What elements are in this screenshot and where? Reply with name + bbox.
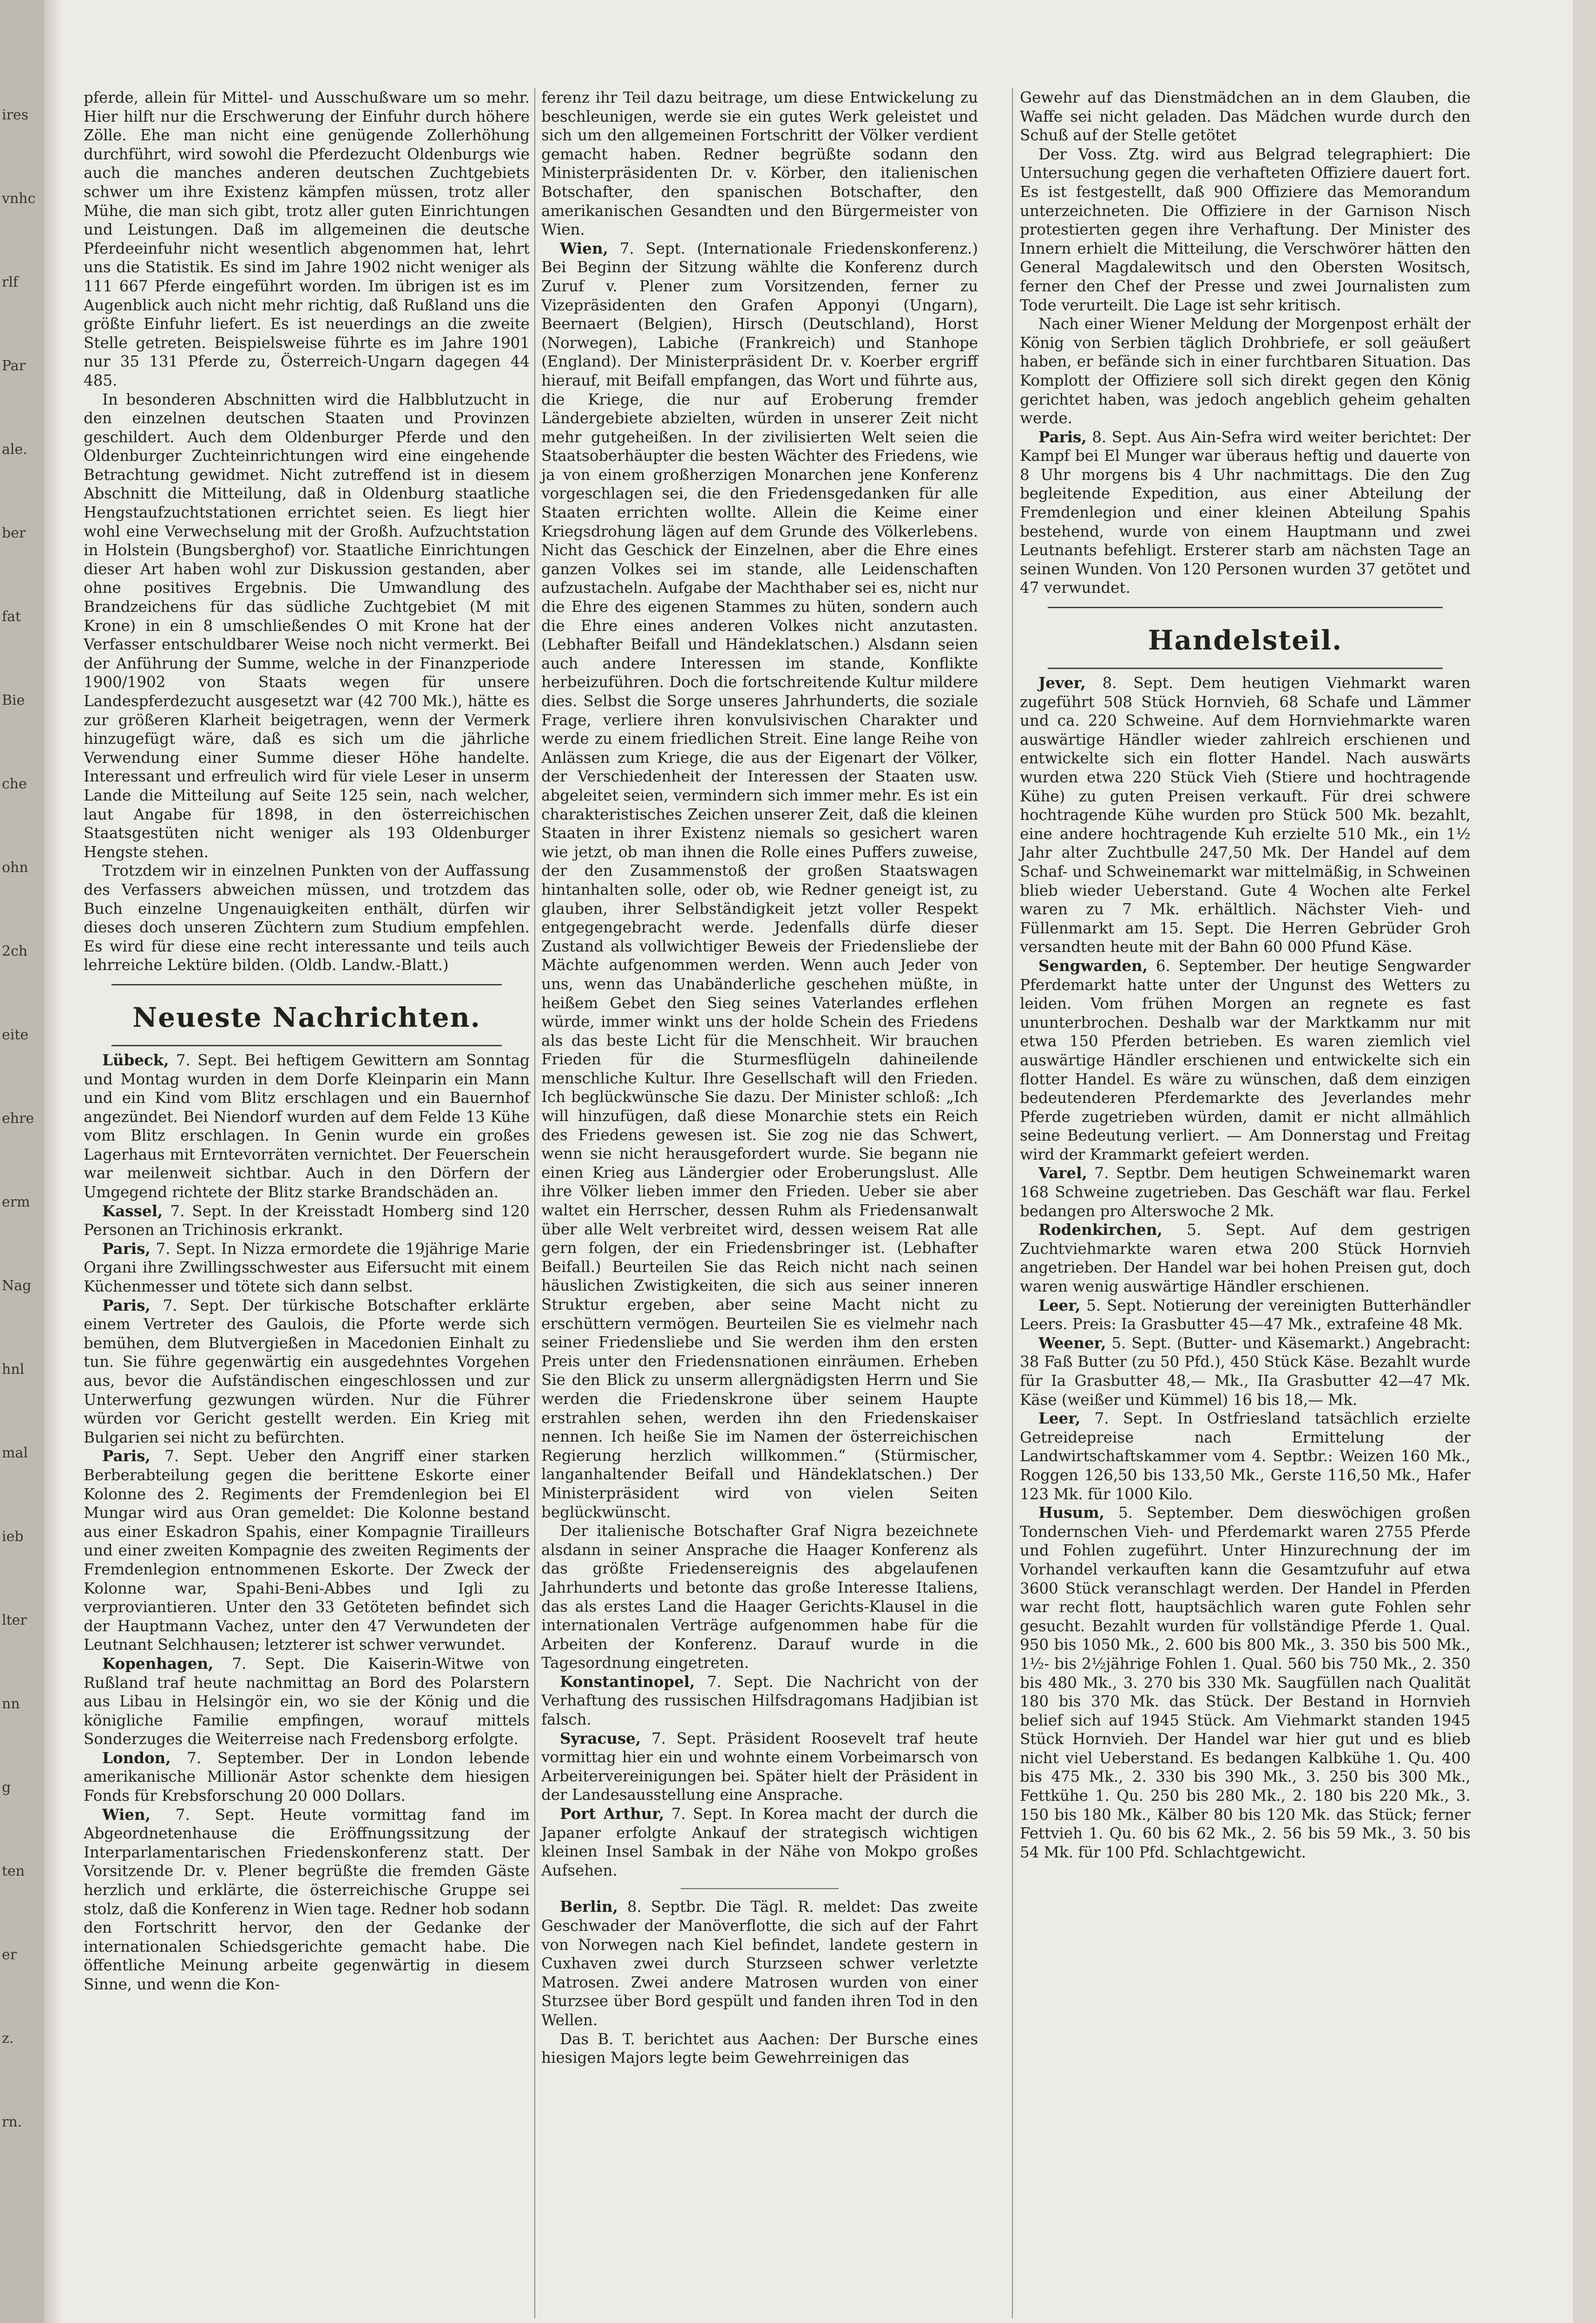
news-text: 5. Sept. Notierung der vereinigten Butterhändler Leers. Preis: Ia Grasbutter 45—47 Mk., extrafeine 48 Mk.: [1020, 1296, 1471, 1333]
adjacent-page-fragment: eite: [2, 1027, 29, 1043]
news-text: 8. Sept. Aus Ain-Sefra wird weiter berichtet: Der Kampf bei El Munger war überaus heftig und dauerte von 8 Uhr morgens bis 4 Uhr nachmittags. Die den Zug begleitende Expedition, aus einer Abteilung der Fremdenlegion und einer kleinen Abteilung Spahis bestehend, wurde von einem Hauptmann und zwei Leutnants befehligt. Ersterer starb am nächsten Tage an seinen Wunden. Von 120 Personen wurden 37 getötet und 47 verwundet.: [1020, 428, 1471, 597]
dateline: Sengwarden,: [1038, 956, 1148, 975]
news-text: 7. Sept. Der türkische Botschafter erklärte einem Vertreter des Gaulois, die Pforte werde sich bemühen, dem Blutvergießen in Macedonien Einhalt zu tun. Sie führe gegenwärtig ein ausgedehntes Vorgehen aus, bevor die Aufständischen eingeschlossen und zur Unterwerfung gezwungen würden. Nur die Führer würden vor Gericht gestellt werden. Ein Krieg mit Bulgarien sei nicht zu befürchten.: [84, 1296, 530, 1446]
column-1: [84, 88, 530, 1994]
news-text: 7. Sept. Die Nachricht von der Verhaftung des russischen Hilfsdragomans Hadjibian ist falsch.: [541, 1673, 978, 1729]
dateline: London,: [102, 1748, 171, 1767]
dateline: Paris,: [102, 1239, 151, 1258]
news-text: 5. September. Dem dieswöchigen großen Tondernschen Vieh- und Pferdemarkt waren 2755 Pferde und Fohlen zugeführt. Unter Hinzurechnung der im Vorhandel verkauften kann die Gesamtzufuhr auf etwa 3600 Stück veranschlagt werden. Der Handel in Pferden war recht flott, hauptsächlich waren gute Fohlen sehr gesucht. Bezahlt wurden für vollständige Pferde 1. Qual. 950 bis 1050 Mk., 2. 600 bis 800 Mk., 3. 350 bis 500 Mk., 1½- bis 2½jährige Fohlen 1. Qual. 560 bis 750 Mk., 2. 350 bis 480 Mk., 3. 270 bis 330 Mk. Saugfüllen nach Qualität 180 bis 370 Mk. das Stück. Der Bestand in Hornvieh belief sich auf 1945 Stück. Am Viehmarkt standen 1945 Stück Hornvieh. Der Handel war hier gut und es blieb nicht viel Ueberstand. Es bedangen Kalbkühe 1. Qu. 400 bis 475 Mk., 2. 330 bis 390 Mk., 3. 250 bis 300 Mk., Fettkühe 1. Qu. 250 bis 280 Mk., 2. 180 bis 220 Mk., 3. 150 bis 180 Mk., Kälber 80 bis 120 Mk. das Stück; ferner Fettvieh 1. Qu. 60 bis 62 Mk., 2. 56 bis 59 Mk., 3. 50 bis 54 Mk. für 100 Pfd. Schlachtgewicht.: [1020, 1504, 1471, 1861]
news-item: [1020, 1409, 1471, 1503]
adjacent-page-fragment: z.: [2, 2030, 14, 2047]
section-heading: Handelsteil.: [1148, 624, 1343, 656]
news-text: 7. Sept. Bei heftigem Gewittern am Sonntag und Montag wurden in dem Dorfe Kleinparin ein Mann und ein Kind vom Blitz erschlagen und ein Bauernhof angezündet. Bei Niendorf wurden auf dem Felde 13 Kühe vom Blitz erschlagen. In Genin wurde ein großes Lagerhaus mit Erntevorräten vernichtet. Der Feuerschein war meilenweit sichtbar. Auch in den Dörfern der Umgegend richtete der Blitz starke Brandschäden an.: [84, 1051, 530, 1201]
adjacent-page-fragment: Nag: [2, 1278, 32, 1294]
news-item: [1020, 1164, 1471, 1221]
article-paragraph: ferenz ihr Teil dazu beitrage, um diese Entwickelung zu beschleunigen, werde sie ein gutes Werk geleistet und sich um den allgemeinen Fortschritt der Völker verdient gemacht haben. Redner begrüßte sodann den Ministerpräsidenten Dr. v. Körber, den italienischen Botschafter, den spanischen Botschafter, den amerikanischen Gesandten und den Bürgermeister von Wien.: [541, 89, 978, 239]
news-item: [541, 1522, 978, 1673]
news-item: [1020, 957, 1471, 1164]
column-rule: [534, 88, 535, 2318]
article-paragraph: Das B. T. berichtet aus Aachen: Der Bursche eines hiesigen Majors legte beim Gewehrreinigen das: [541, 2030, 978, 2067]
adjacent-page-fragment: hnl: [2, 1361, 25, 1378]
news-item: [541, 239, 978, 1522]
section-divider: [112, 984, 502, 985]
adjacent-page-fragment: ber: [2, 525, 26, 541]
adjacent-page-fragment: nn: [2, 1696, 20, 1712]
dateline: Kassel,: [102, 1201, 163, 1220]
dateline: Leer,: [1038, 1296, 1081, 1314]
news-text: 8. Sept. Dem heutigen Viehmarkt waren zugeführt 508 Stück Hornvieh, 68 Schafe und Lämmer und ca. 220 Schweine. Auf dem Hornviehmarkte waren auswärtige Händler wieder zahlreich erschienen und entwickelte sich ein flotter Handel. Nach auswärts wurden etwa 220 Stück Vieh (Stiere und hochtragende Kühe) zu guten Preisen verkauft. Für drei schwere hochtragende Kühe wurden pro Stück 500 Mk. bezahlt, eine andere hochtragende Kuh erzielte 510 Mk., ein 1½ Jahr alter Zuchtbulle 247,50 Mk. Der Handel auf dem Schaf- und Schweinemarkt war mittelmäßig, in Schweinen blieb wieder Ueberstand. Gute 4 Wochen alte Ferkel waren zu 7 Mk. erhältlich. Nächster Vieh- und Füllenmarkt am 15. Sept. Die Herren Gebrüder Groh versandten heute mit der Bahn 60 000 Pfund Käse.: [1020, 674, 1471, 956]
news-text: 7. Sept. Heute vormittag fand im Abgeordnetenhause die Eröffnungssitzung der Interparlamentarischen Friedenskonferenz statt. Der Vorsitzende Dr. v. Plener begrüßte die fremden Gäste herzlich und erklärte, die österreichische Gruppe sei stolz, daß die Konferenz in Wien tage. Redner hob sodann den Fortschritt hervor, den der Gedanke der internationalen Schiedsgerichte gemacht habe. Die öffentliche Meinung arbeite gegenwärtig in diesem Sinne, und wenn die Kon-: [84, 1805, 530, 1993]
news-text: 7. Sept. Ueber den Angriff einer starken Berberabteilung gegen die berittene Eskorte einer Kolonne des 2. Regiments der Fremdenlegion bei El Mungar wird aus Oran gemeldet: Die Kolonne bestand aus einer Eskadron Spahis, einer Kompagnie Tirailleurs und einer zweiten Kompagnie des zweiten Regiments der Fremdenlegion entnommenen Eskorte. Der Zweck der Kolonne war, Spahi-Beni-Abbes und Igli zu verproviantieren. Unter den 33 Getöteten befindet sich der Hauptmann Vachez, unter den 47 Verwundeten der Leutnant Selchhausen; letzterer ist schwer verwundet.: [84, 1447, 530, 1654]
column-2: [541, 88, 978, 2067]
article-paragraph: Nach einer Wiener Meldung der Morgenpost erhält der König von Serbien täglich Drohbriefe, er soll geäußert haben, er befände sich in einer furchtbaren Situation. Das Komplott der Offiziere soll sich direkt gegen den König gerichtet haben, was jedoch angeblich geheim gehalten werde.: [1020, 315, 1471, 427]
news-item: [1020, 428, 1471, 597]
page-gutter-shadow: [44, 0, 63, 2323]
dateline: Varel,: [1038, 1164, 1087, 1182]
section-heading: Neueste Nachrichten.: [132, 1001, 481, 1033]
adjacent-page-fragment: ieb: [2, 1529, 24, 1545]
news-item: [84, 1202, 530, 1240]
news-list: [84, 1051, 530, 1994]
dateline: Rodenkirchen,: [1038, 1221, 1163, 1239]
section-divider: [1048, 668, 1443, 669]
news-item: [84, 1447, 530, 1654]
news-list: [541, 239, 978, 1880]
dateline: Jever,: [1038, 674, 1086, 692]
news-text: 7. Septbr. Dem heutigen Schweinemarkt waren 168 Schweine zugetrieben. Das Geschäft war flau. Ferkel bedangen pro Alterswoche 2 Mk.: [1020, 1164, 1471, 1220]
adjacent-page-fragment: ohn: [2, 860, 28, 876]
adjacent-page-fragment: vnhc: [2, 190, 36, 207]
dateline: Husum,: [1038, 1503, 1104, 1522]
news-item: [84, 1805, 530, 1994]
news-item: [84, 1749, 530, 1805]
news-item: [541, 1729, 978, 1805]
news-item: [541, 1805, 978, 1880]
news-text: 7. September. Der in London lebende amerikanische Millionär Astor schenkte dem hiesigen Fonds für Krebsforschung 20 000 Dollars.: [84, 1749, 530, 1805]
dateline: Kopenhagen,: [102, 1654, 214, 1673]
dateline: Paris,: [102, 1447, 151, 1465]
news-item: [541, 1897, 978, 2029]
news-text: 5. Sept. (Butter- und Käsemarkt.) Angebracht: 38 Faß Butter (zu 50 Pfd.), 450 Stück Käse. Bezahlt wurde für Ia Grasbutter 48,— Mk., IIa Grasbutter 42—47 Mk. Käse (weißer und Kümmel) 16 bis 18,— Mk.: [1020, 1334, 1471, 1409]
news-text: Der italienische Botschafter Graf Nigra bezeichnete alsdann in seiner Ansprache die Haager Konferenz als das größte Friedensereignis des abgelaufenen Jahrhunderts und betonte das große Interesse Italiens, das als erstes Land die Haager Gerichts-Klausel in die internationalen Verträge aufgenommen habe für die Arbeiten der Konferenz. Darauf wurde in die Tagesordnung eingetreten.: [541, 1522, 978, 1672]
adjacent-page-fragment: rlf: [2, 274, 19, 290]
adjacent-page-fragment: che: [2, 776, 27, 792]
dateline: Paris,: [1038, 427, 1087, 446]
market-report-list: [1020, 674, 1471, 1862]
article-paragraph: Gewehr auf das Dienstmädchen an in dem Glauben, die Waffe sei nicht geladen. Das Mädchen wurde durch den Schuß auf der Stelle getötet: [1020, 89, 1471, 144]
column-rule: [1012, 88, 1013, 2318]
news-item: [84, 1240, 530, 1296]
news-text: 7. Sept. In Ostfriesland tatsächlich erzielte Getreidepreise nach Ermittelung der Landwirtschaftskammer vom 4. Septbr.: Weizen 160 Mk., Roggen 126,50 bis 133,50 Mk., Gerste 116,50 Mk., Hafer 123 Mk. für 1000 Kilo.: [1020, 1410, 1471, 1503]
dateline: Wien,: [560, 239, 608, 257]
news-item: [84, 1296, 530, 1447]
adjacent-page-edge: [0, 0, 44, 2323]
article-paragraph: Der Voss. Ztg. wird aus Belgrad telegraphiert: Die Untersuchung gegen die verhafteten Offiziere dauert fort. Es ist festgestellt, daß 900 Offiziere das Memorandum unterzeichneten. Die Offiziere in der Garnison Nisch protestierten gegen ihre Verhaftung. Der Minister des Innern erhielt die Mitteilung, die Verschwörer hätten den General Magdalewitsch und den Obersten Wositsch, ferner den Chef der Presse und zwei Journalisten zum Tode verurteilt. Die Lage ist sehr kritisch.: [1020, 145, 1471, 314]
adjacent-page-fragment: rn.: [2, 2114, 22, 2130]
adjacent-page-fragment: ehre: [2, 1110, 34, 1127]
news-item: [84, 1654, 530, 1749]
news-item: [1020, 1334, 1471, 1409]
adjacent-page-fragment: fat: [2, 609, 21, 625]
news-item: [1020, 1296, 1471, 1334]
dateline: Syracuse,: [560, 1729, 641, 1747]
news-text: 7. Sept. (Internationale Friedenskonferenz.) Bei Beginn der Sitzung wählte die Konferenz durch Zuruf v. Plener zum Vorsitzenden, ferner zu Vizepräsidenten den Grafen Apponyi (Ungarn), Beernaert (Belgien), Hirsch (Deutschland), Horst (Norwegen), Labiche (Frankreich) und Stanhope (England). Der Ministerpräsident Dr. v. Koerber ergriff hierauf, mit Beifall empfangen, das Wort und führte aus, die Kriege, die nur auf Eroberung fremder Ländergebiete abzielten, würden in unserer Zeit nicht mehr gutgeheißen. In der zivilisierten Welt seien die Staatsoberhäupter die besten Wächter des Friedens, wie ja von einem großherzigen Monarchen jene Konferenz vorgeschlagen sei, die den Friedensgedanken für alle Staaten errichten wollte. Allein die Keime einer Kriegsdrohung lägen auf dem Grunde des Völkerlebens. Nicht das Geschick der Einzelnen, aber die Ehre eines ganzen Volkes sei im stande, alle Leidenschaften aufzustacheln. Aufgabe der Machthaber sei es, nicht nur die Ehre des eigenen Stammes zu hüten, sondern auch die Ehre eines anderen Volkes nicht anzutasten. (Lebhafter Beifall und Händeklatschen.) Alsdann seien auch andere Interessen im stande, Konflikte herbeizuführen. Doch die fortschreitende Kultur mildere dies. Selbst die Sorge unseres Jahrhunderts, die soziale Frage, verliere ihren konvulsivischen Charakter und werde zu einem friedlichen Streit. Eine lange Reihe von Anlässen zum Kriege, die aus der Eigenart der Völker, der Verschiedenheit der Interessen der Staaten usw. abgeleitet seien, vermindern sich immer mehr. Es ist ein charakteristisches Zeichen unserer Zeit, daß die kleinen Staaten in ihrer Existenz niemals so gesichert waren wie jetzt, ob man ihnen die Rolle eines Puffers zuweise, der den Zusammenstoß der großen Staatswagen hintanhalten solle, oder ob, wie Redner geneigt ist, zu glauben, ihrer Selbständigkeit jetzt voller Respekt entgegengebracht werde. Jedenfalls dürfe dieser Zustand als vollwichtiger Beweis der Friedensliebe der Mächte aufgenommen werden. Wenn auch Jeder von uns, wenn das Unabänderliche geschehen müßte, in heißem Gebet den Sieg seines Vaterlandes erflehen würde, immer winkt uns der holde Schein des Friedens als das beste Licht für die Menschheit. Wir brauchen Frieden für die Sturmesflügeln dahineilende menschliche Kultur. Ihre Gesellschaft will den Frieden. Ich beglückwünsche Sie dazu. Der Minister schloß: „Ich will hinzufügen, daß diese Monarchie stets ein Reich des Friedens gewesen ist. Sie zog nie das Schwert, wenn sie nicht herausgefordert wurde. Sie begann nie einen Krieg aus Ländergier oder Eroberungslust. Alle ihre Völker lieben immer den Frieden. Ueber sie aber waltet ein Herrscher, dessen Ruhm als Friedensanwalt über alle Welt verbreitet wird, dessen weisem Rat alle gern folgen, der ein Friedensbringer ist. (Lebhafter Beifall.) Beurteilen Sie das Reich nicht nach seinen häuslichen Zwistigkeiten, die sich aus seiner inneren Struktur ergeben, aber seine Macht nicht zu erschüttern vermögen. Beurteilen Sie es vielmehr nach seiner Friedensliebe und Sie werden ihm den ersten Preis unter den Friedensnationen einräumen. Erheben Sie den Blick zu unserm allergnädigsten Herrn und Sie werden die Friedenskrone über seinem Haupte erstrahlen sehen, werden ihn den Friedenskaiser nennen. Ich heiße Sie im Namen der österreichischen Regierung herzlich willkommen.“ (Stürmischer, langanhaltender Beifall und Händeklatschen.) Der Ministerpräsident wird von vielen Seiten beglückwünscht.: [541, 239, 978, 1521]
adjacent-page-fragment: Par: [2, 358, 26, 374]
news-text: 6. September. Der heutige Sengwarder Pferdemarkt hatte unter der Ungunst des Wetters zu leiden. Vom frühen Morgen an regnete es fast ununterbrochen. Deshalb war der Marktkamm nur mit etwa 150 Pferden betrieben. Es waren ziemlich viel auswärtige Händler erschienen und entwickelte sich ein flotter Handel. Es wäre zu wünschen, daß dem einzigen bedeutenderen Pferdemarkte des Jeverlandes mehr Pferde zugetrieben würden, damit er nicht allmählich seine Bedeutung verliert. — Am Donnerstag und Freitag wird der Krammarkt gefeiert werden.: [1020, 957, 1471, 1163]
article-paragraph: Trotzdem wir in einzelnen Punkten von der Auffassung des Verfassers abweichen müssen, und trotzdem das Buch einzelne Ungenauigkeiten enthält, dürfen wir dieses doch unseren Züchtern zum Studium empfehlen. Es wird für diese eine recht interessante und teils auch lehrreiche Lektüre bilden. (Oldb. Landw.-Blatt.): [84, 862, 530, 974]
short-divider: [681, 1888, 839, 1889]
news-item: [1020, 674, 1471, 957]
news-item: [84, 1051, 530, 1202]
adjacent-page-fragment: Bie: [2, 692, 25, 709]
news-text: 7. Sept. Die Kaiserin-Witwe von Rußland traf heute nachmittag an Bord des Polarstern aus Libau in Helsingör ein, wo sie der König und die königliche Familie empfingen, worauf mittels Sonderzuges die Weiterreise nach Fredensborg erfolgte.: [84, 1654, 530, 1748]
column-3: [1020, 88, 1471, 1862]
article-paragraph: pferde, allein für Mittel- und Ausschußware um so mehr. Hier hilft nur die Erschwerung der Einfuhr durch höhere Zölle. Ehe man nicht eine genügende Zollerhöhung durchführt, wird sowohl die Pferdezucht Oldenburgs wie auch die manches anderen deutschen Zuchtgebiets schwer um ihre Existenz kämpfen müssen, trotz aller Mühe, die man sich gibt, trotz aller guten Einrichtungen und Leistungen. Daß im allgemeinen die deutsche Pferdeeinfuhr nicht wesentlich abgenommen hat, lehrt uns die Statistik. Es sind im Jahre 1902 nicht weniger als 111 667 Pferde eingeführt worden. Im übrigen ist es im Augenblick auch nicht mehr richtig, daß Rußland uns die größte Einfuhr liefert. Es ist neuerdings an die zweite Stelle getreten. Beispielsweise führte es im Jahre 1901 nur 35 131 Pferde zu, Österreich-Ungarn dagegen 44 485.: [84, 89, 530, 389]
news-item: [541, 1673, 978, 1729]
adjacent-page-fragment: ale.: [2, 441, 27, 458]
dateline: Konstantinopel,: [560, 1672, 695, 1691]
adjacent-page-fragment: ten: [2, 1863, 25, 1879]
adjacent-page-fragment: erm: [2, 1194, 30, 1210]
news-text: 7. Sept. In Nizza ermordete die 19jährige Marie Organi ihre Zwillingsschwester aus Eifersucht mit einem Küchenmesser und tötete sich dann selbst.: [84, 1240, 530, 1296]
adjacent-page-fragment: lter: [2, 1612, 27, 1628]
adjacent-page-fragment: ires: [2, 107, 29, 123]
adjacent-page-fragment: 2ch: [2, 943, 28, 959]
dateline: Leer,: [1038, 1409, 1081, 1428]
article-paragraph: In besonderen Abschnitten wird die Halbblutzucht in den einzelnen deutschen Staaten und Provinzen geschildert. Auch dem Oldenburger Pferde und den Oldenburger Zuchteinrichtungen wird eine eingehende Betrachtung gewidmet. Nicht zutreffend ist in diesem Abschnitt die Mitteilung, daß in Oldenburg staatliche Hengstaufzuchtstationen errichtet seien. Es liegt hier wohl eine Verwechselung mit der Großh. Aufzuchtstation in Holstein (Bungsberghof) vor. Staatliche Einrichtungen dieser Art haben wohl zur Diskussion gestanden, aber ohne positives Ergebnis. Die Umwandlung des Brandzeichens für das südliche Zuchtgebiet (M mit Krone) in ein 8 umschließendes O mit Krone hat der Verfasser entschuldbarer Weise noch nicht vermerkt. Bei der Anführung der Summe, welche in der Finanzperiode 1900/1902 von Staats wegen für unsere Landespferdezucht ausgesetzt war (42 700 Mk.), hätte es zur größeren Klarheit beigetragen, wenn der Vermerk hinzugefügt wäre, daß es sich um die jährliche Verwendung einer Summe dieser Höhe handelte. Interessant und erfreulich wird für viele Leser in unserm Lande die Mitteilung auf Seite 125 sein, nach welcher, laut Angabe für 1898, in den österreichischen Staatsgestüten nicht weniger als 193 Oldenburger Hengste stehen.: [84, 390, 530, 861]
adjacent-page-fragment: g: [2, 1779, 11, 1796]
news-text: 7. Sept. In Korea macht der durch die Japaner erfolgte Ankauf der strategisch wichtigen kleinen Insel Sambak in der Nähe von Mokpo großes Aufsehen.: [541, 1805, 978, 1879]
dateline: Wien,: [102, 1805, 151, 1824]
dateline: Berlin,: [560, 1897, 618, 1916]
adjacent-page-fragment: mal: [2, 1445, 28, 1461]
dateline: Paris,: [102, 1296, 151, 1314]
news-item: [1020, 1503, 1471, 1862]
news-text: 8. Septbr. Die Tägl. R. meldet: Das zweite Geschwader der Manöverflotte, die sich auf der Fahrt von Norwegen nach Kiel befindet, landete gestern in Cuxhaven zwei durch Sturzseen schwer verletzte Matrosen. Zwei andere Matrosen wurden von einer Sturzsee über Bord gespült und fanden ihren Tod in den Wellen.: [541, 1898, 978, 2029]
section-divider: [112, 1045, 502, 1046]
news-item: [1020, 1221, 1471, 1296]
news-text: 5. Sept. Auf dem gestrigen Zuchtviehmarkte waren etwa 200 Stück Hornvieh angetrieben. Der Handel war bei hohen Preisen gut, doch waren wenig auswärtige Händler erschienen.: [1020, 1221, 1471, 1296]
dateline: Weener,: [1038, 1333, 1106, 1352]
news-text: 7. Sept. In der Kreisstadt Homberg sind 120 Personen an Trichinosis erkrankt.: [84, 1202, 530, 1239]
dateline: Lübeck,: [102, 1050, 169, 1069]
dateline: Port Arthur,: [560, 1805, 664, 1823]
section-divider: [1048, 607, 1443, 608]
news-text: 7. Sept. Präsident Roosevelt traf heute vormittag hier ein und wohnte einem Vorbeimarsch von Arbeitervereinigungen bei. Später hielt der Präsident in der Landesausstellung eine Ansprache.: [541, 1729, 978, 1804]
adjacent-page-fragment: er: [2, 1947, 17, 1963]
